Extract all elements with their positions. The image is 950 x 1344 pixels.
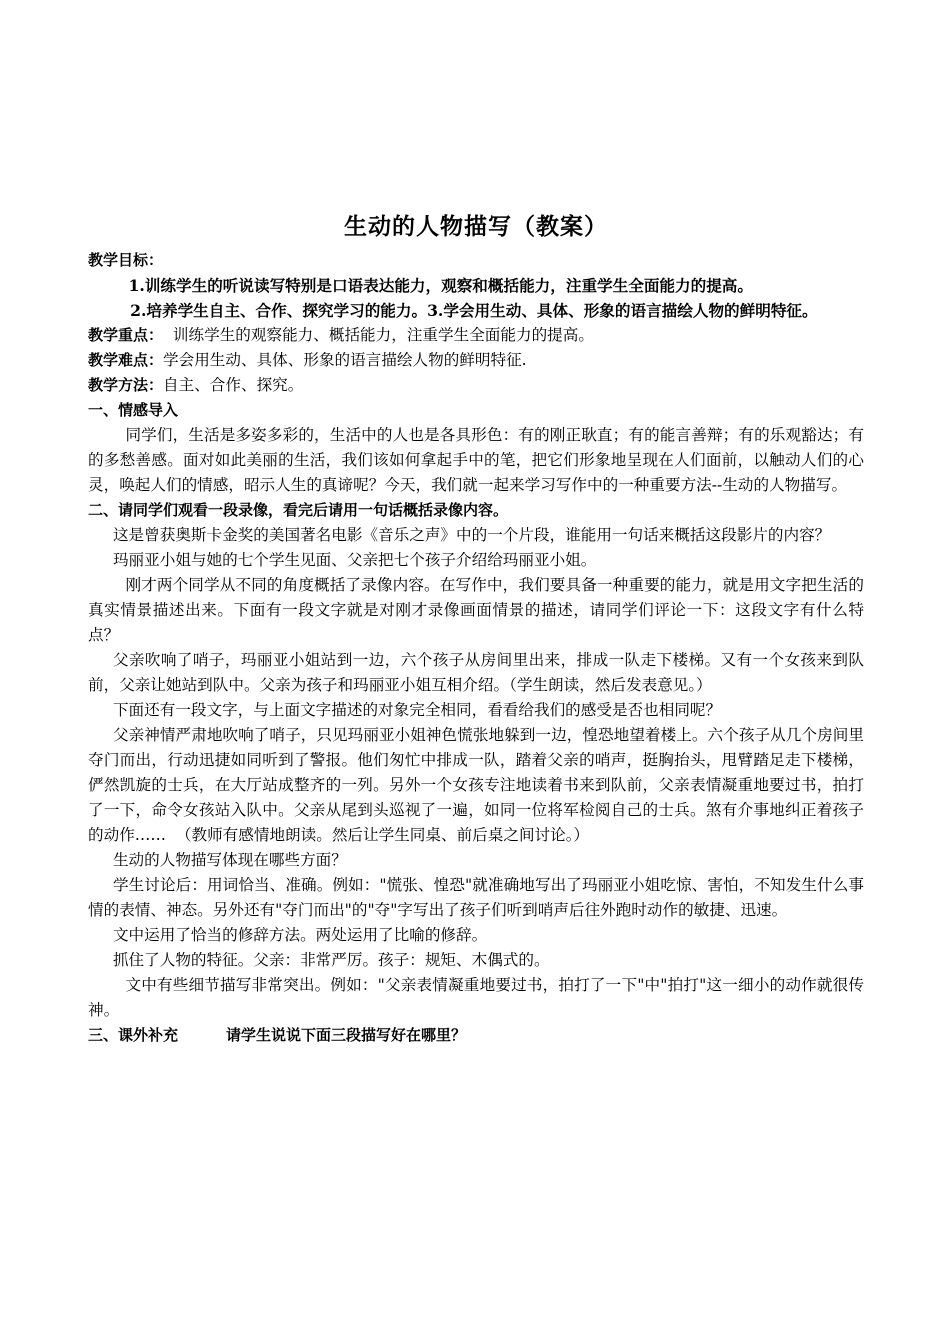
key-points-text: 训练学生的观察能力、概括能力，注重学生全面能力的提高。 <box>163 326 594 344</box>
section3-question: 请学生说说下面三段描写好在哪里？ <box>226 1026 467 1044</box>
section2-paragraph-1: 这是曾获奥斯卡金奖的美国著名电影《音乐之声》中的一个片段，谁能用一句话来概括这段影片的内容？ <box>112 526 831 544</box>
objectives-label: 教学目标： <box>88 251 164 269</box>
section3-line <box>88 1023 864 1048</box>
section2-paragraph-11: 文中有些细节描写非常突出。例如："父亲表情凝重地要过书，拍打了一下"中"拍打"这一细小的动作就很传神。 <box>88 976 864 1019</box>
section1-paragraph: 同学们，生活是多姿多彩的，生活中的人也是各具形色：有的刚正耿直；有的能言善辩；有的乐观豁达；有的多愁善感。面对如此美丽的生活，我们该如何拿起手中的笔，把它们形象地呈现在人们面前，以触动人们的心灵，唤起人们的情感，昭示人生的真谛呢？今天，我们就一起来学习写作中的一种重要方法--生动的人物描写。 <box>88 426 864 494</box>
page-title: 生动的人物描写（教案） <box>344 214 608 240</box>
objective-2: 2.培养学生自主、合作、探究学习的能力。3.学会用生动、具体、形象的语言描绘人物的鲜明特征。 <box>130 301 818 320</box>
difficulty-text: 学会用生动、具体、形象的语言描绘人物的鲜明特征. <box>163 351 527 369</box>
section2-paragraph-6: 父亲神情严肃地吹响了哨子，只见玛丽亚小姐神色慌张地躲到一边，惶恐地望着楼上。六个孩子从几个房间里夺门而出，行动迅捷如同听到了警报。他们匆忙中排成一队，踏着父亲的哨声，挺胸抬头，甩臂踏足走下楼梯，俨然凯旋的士兵，在大厅站成整齐的一列。另外一个女孩专注地读着书来到队前，父亲表情凝重地要过书，拍打了一下，命令女孩站入队中。父亲从尾到头巡视了一遍，如同一位将军检阅自己的士兵。煞有介事地纠正着孩子的动作…… （教师有感情地朗读。然后让学生同桌、前后桌之间讨论。） <box>88 726 864 844</box>
method-label: 教学方法： <box>88 376 164 394</box>
difficulty-line <box>88 348 864 373</box>
section2-paragraph-7: 生动的人物描写体现在哪些方面？ <box>112 851 347 869</box>
section3-heading: 三、课外补充 <box>88 1026 179 1044</box>
objective-1: 1.训练学生的听说读写特别是口语表达能力，观察和概括能力，注重学生全面能力的提高。 <box>128 276 753 295</box>
section1-heading: 一、情感导入 <box>88 401 179 419</box>
section2-paragraph-8: 学生讨论后：用词恰当、准确。例如："慌张、惶恐"就准确地写出了玛丽亚小姐吃惊、害怕，不知发生什么事情的表情、神态。另外还有"夺门而出"的"夺"字写出了孩子们听到哨声后往外跑时动作的敏捷、迅速。 <box>88 876 864 919</box>
section2-paragraph-3: 刚才两个同学从不同的角度概括了录像内容。在写作中，我们要具备一种重要的能力，就是用文字把生活的真实情景描述出来。下面有一段文字就是对刚才录像画面情景的描述，请同学们评论一下：这段文字有什么特点？ <box>88 576 864 644</box>
method-text: 自主、合作、探究。 <box>163 376 304 394</box>
section2-paragraph-4: 父亲吹响了哨子，玛丽亚小姐站到一边，六个孩子从房间里出来，排成一队走下楼梯。又有一个女孩来到队前，父亲让她站到队中。父亲为孩子和玛丽亚小姐互相介绍。（学生朗读，然后发表意见。） <box>88 651 864 694</box>
section2-paragraph-2: 玛丽亚小姐与她的七个学生见面、父亲把七个孩子介绍给玛丽亚小姐。 <box>112 551 597 569</box>
key-points-line <box>88 323 864 348</box>
document-body <box>88 248 864 1048</box>
key-points-label: 教学重点： <box>88 326 164 344</box>
method-line <box>88 373 864 398</box>
section2-heading: 二、请同学们观看一段录像，看完后请用一句话概括录像内容。 <box>88 501 509 519</box>
section2-paragraph-5: 下面还有一段文字，与上面文字描述的对象完全相同，看看给我们的感受是否也相同呢？ <box>112 701 722 719</box>
section2-paragraph-9: 文中运用了恰当的修辞方法。两处运用了比喻的修辞。 <box>112 926 488 944</box>
section2-paragraph-10: 抓住了人物的特征。父亲：非常严厉。孩子：规矩、木偶式的。 <box>112 951 550 969</box>
difficulty-label: 教学难点： <box>88 351 164 369</box>
